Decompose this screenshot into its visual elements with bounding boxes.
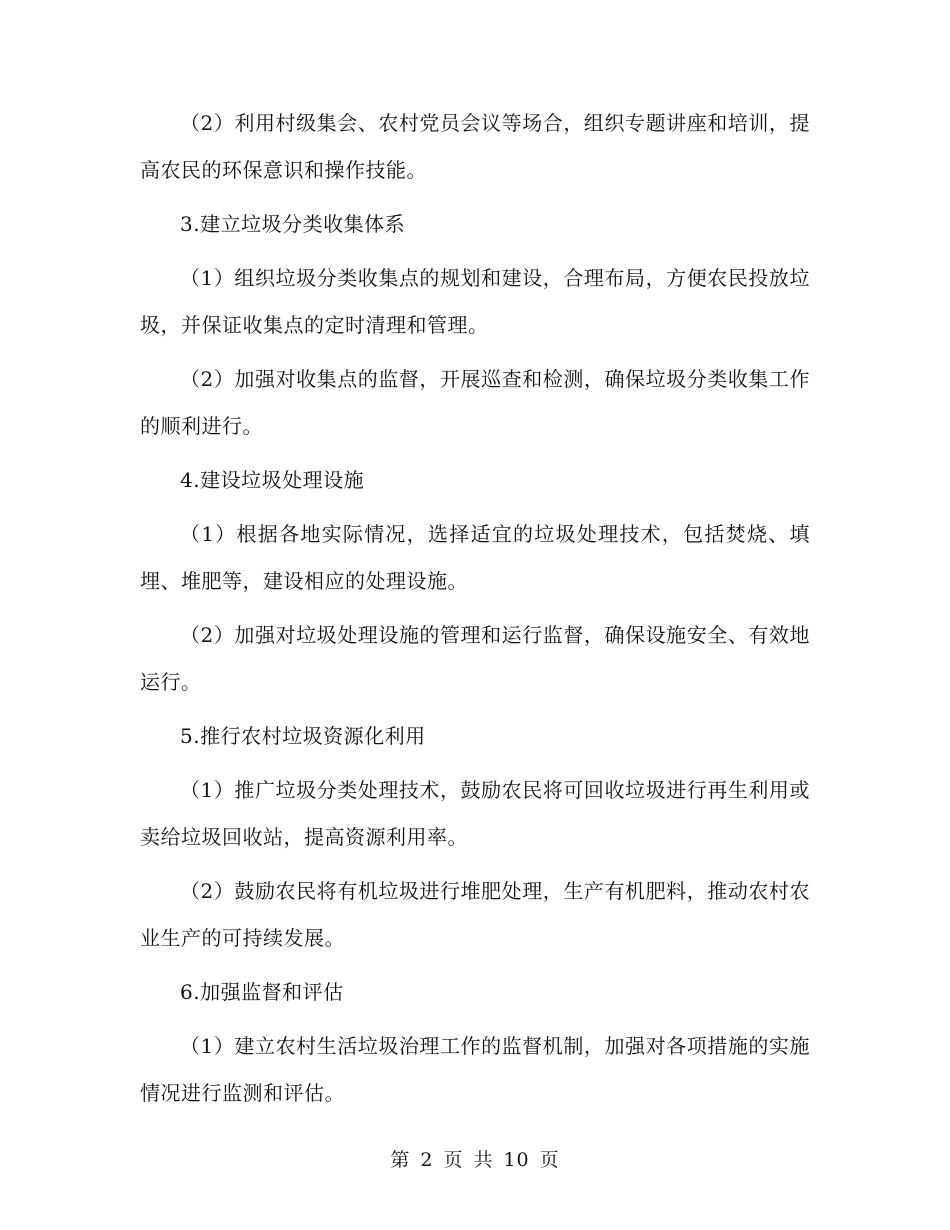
paragraph: （1）建立农村生活垃圾治理工作的监督机制，加强对各项措施的实施情况进行监测和评估。 bbox=[140, 1034, 810, 1105]
paragraph: （2）利用村级集会、农村党员会议等场合，组织专题讲座和培训，提高农民的环保意识和操作技能。 bbox=[140, 111, 810, 182]
footer-prefix: 第 bbox=[390, 1149, 411, 1171]
paragraph: （1）根据各地实际情况，选择适宜的垃圾处理技术，包括焚烧、填埋、堆肥等，建设相应的处理设施。 bbox=[140, 522, 810, 593]
paragraph: （1）组织垃圾分类收集点的规划和建设，合理布局，方便农民投放垃圾，并保证收集点的定时清理和管理。 bbox=[140, 266, 810, 337]
footer-total-word: 共 bbox=[473, 1149, 494, 1171]
total-pages-number: 10 bbox=[503, 1149, 530, 1171]
paragraph: （1）推广垃圾分类处理技术，鼓励农民将可回收垃圾进行再生利用或卖给垃圾回收站，提高资源利用率。 bbox=[140, 778, 810, 849]
section-heading: 4.建设垃圾处理设施 bbox=[180, 468, 365, 492]
section-heading: 3.建立垃圾分类收集体系 bbox=[180, 212, 406, 236]
section-heading: 5.推行农村垃圾资源化利用 bbox=[180, 724, 426, 748]
section-heading: 6.加强监督和评估 bbox=[180, 980, 344, 1004]
footer-page-word: 页 bbox=[443, 1149, 464, 1171]
paragraph: （2）加强对垃圾处理设施的管理和运行监督，确保设施安全、有效地运行。 bbox=[140, 623, 810, 694]
paragraph: （2）加强对收集点的监督，开展巡查和检测，确保垃圾分类收集工作的顺利进行。 bbox=[140, 367, 810, 438]
document-body bbox=[140, 100, 810, 1124]
current-page-number: 2 bbox=[420, 1149, 434, 1171]
paragraph: （2）鼓励农民将有机垃圾进行堆肥处理，生产有机肥料，推动农村农业生产的可持续发展。 bbox=[140, 879, 810, 950]
page-footer bbox=[0, 1145, 950, 1175]
footer-suffix: 页 bbox=[539, 1149, 560, 1171]
